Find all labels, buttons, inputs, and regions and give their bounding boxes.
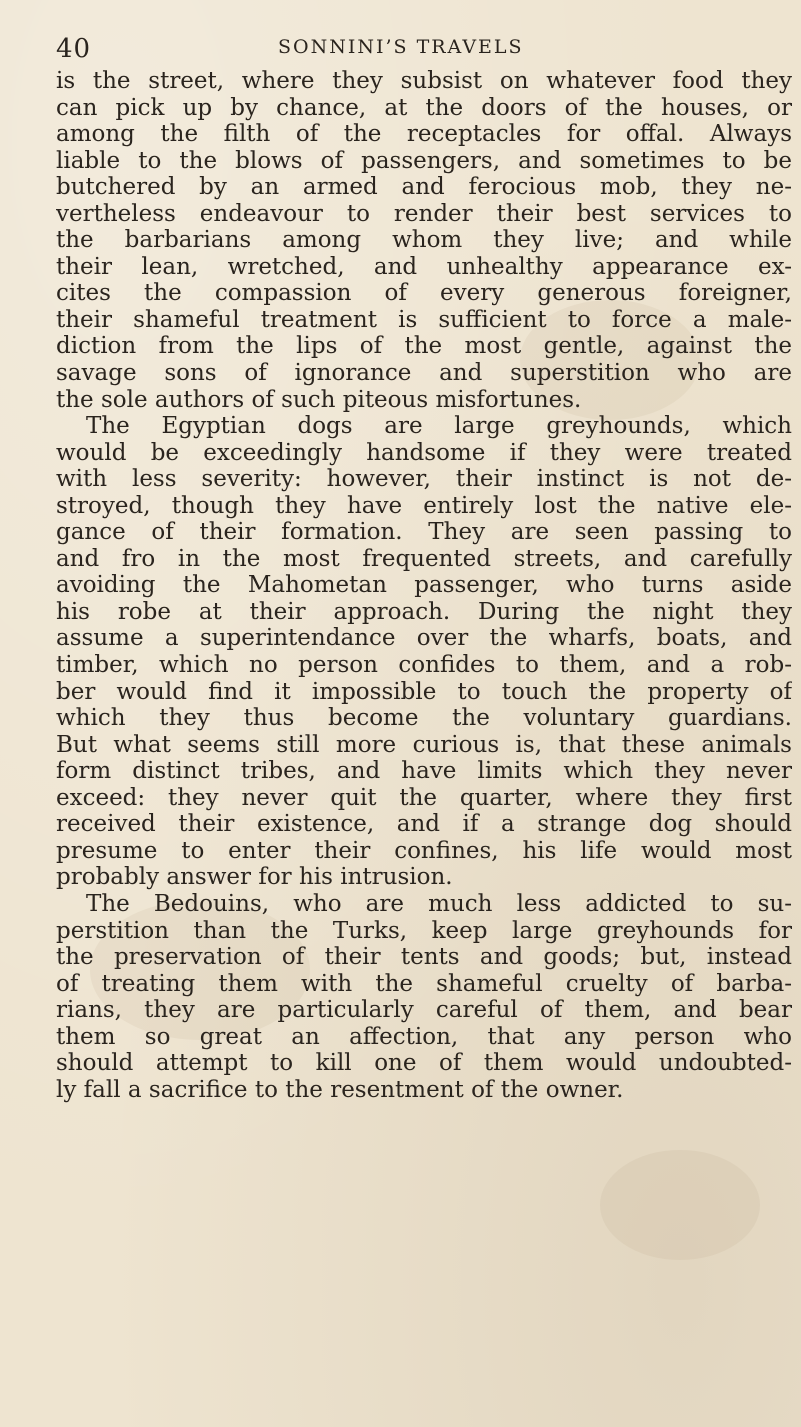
text-line: the sole authors of such piteous misfortunes. — [56, 386, 582, 413]
text-line: and fro in the most frequented streets, and carefully — [56, 545, 792, 572]
text-line: timber, which no person confides to them, and a rob- — [56, 652, 792, 679]
text-line: But what seems still more curious is, that these animals — [56, 731, 792, 758]
text-line: cites the compassion of every generous foreigner, — [56, 280, 792, 307]
text-line: diction from the lips of the most gentle, against the — [56, 333, 792, 360]
text-line: avoiding the Mahometan passenger, who turns aside — [56, 572, 792, 599]
paper-stain — [600, 1150, 760, 1260]
running-head — [56, 34, 676, 64]
text-line: their shameful treatment is sufficient to force a male- — [56, 306, 792, 333]
text-line: form distinct tribes, and have limits which they never — [56, 758, 792, 785]
text-line: presume to enter their confines, his life would most — [56, 837, 792, 864]
body-text — [56, 68, 792, 1103]
text-line: is the street, where they subsist on whatever food they — [56, 68, 792, 94]
text-line: their lean, wretched, and unhealthy appearance ex- — [56, 253, 792, 280]
paragraph — [56, 891, 792, 1103]
paragraph — [56, 68, 792, 413]
text-line: them so great an affection, that any person who — [56, 1023, 792, 1050]
text-line: should attempt to kill one of them would undoubted- — [56, 1050, 792, 1077]
text-line: assume a superintendance over the wharfs, boats, and — [56, 625, 792, 652]
text-line: can pick up by chance, at the doors of the houses, or — [56, 94, 792, 121]
text-line: of treating them with the shameful cruelty of barba- — [56, 970, 792, 997]
text-line: The Bedouins, who are much less addicted to su- — [86, 890, 792, 917]
text-line: among the filth of the receptacles for offal. Always — [56, 121, 792, 148]
text-line: The Egyptian dogs are large greyhounds, which — [86, 413, 792, 440]
text-line: vertheless endeavour to render their best services to — [56, 200, 792, 227]
text-line: butchered by an armed and ferocious mob, they ne- — [56, 174, 792, 201]
text-line: which they thus become the voluntary guardians. — [56, 705, 792, 732]
text-line: his robe at their approach. During the night they — [56, 598, 792, 625]
text-line: exceed: they never quit the quarter, where they first — [56, 784, 792, 811]
text-line: ber would find it impossible to touch the property of — [56, 678, 792, 705]
text-line: received their existence, and if a strange dog should — [56, 811, 792, 838]
text-line: gance of their formation. They are seen passing to — [56, 519, 792, 546]
text-line: with less severity: however, their instinct is not de- — [56, 466, 792, 493]
text-line: would be exceedingly handsome if they were treated — [56, 439, 792, 466]
text-line: rians, they are particularly careful of them, and bear — [56, 997, 792, 1024]
text-line: liable to the blows of passengers, and sometimes to be — [56, 147, 792, 174]
text-line: stroyed, though they have entirely lost the native ele- — [56, 492, 792, 519]
text-line: savage sons of ignorance and superstition who are — [56, 360, 792, 387]
text-line: probably answer for his intrusion. — [56, 864, 453, 891]
paragraph — [56, 413, 792, 891]
running-title: SONNINI’S TRAVELS — [278, 36, 524, 58]
text-line: the barbarians among whom they live; and while — [56, 227, 792, 254]
text-line: ly fall a sacrifice to the resentment of the owner. — [56, 1076, 624, 1103]
text-line: perstition than the Turks, keep large greyhounds for — [56, 917, 792, 944]
page-number: 40 — [56, 34, 92, 64]
text-line: the preservation of their tents and goods; but, instead — [56, 944, 792, 971]
